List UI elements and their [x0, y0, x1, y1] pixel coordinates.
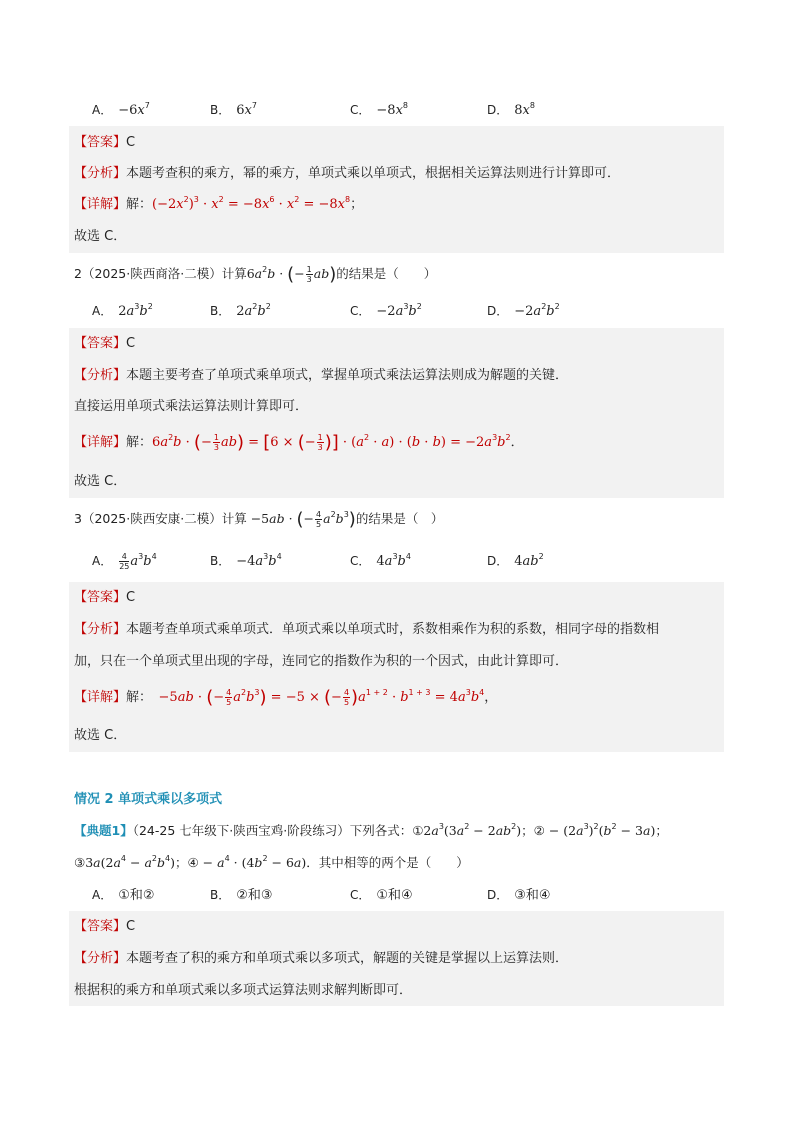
q2-detail-formula: $6a^2b$ · (− $\frac{1}{3}$ ab) = [6 × (− $\frac{1}{3}$ )] · $(a^2 \cdot a) \cdot (b \cdot b) = -2a^3b^2$ [152, 432, 511, 453]
section-heading: 情况 2 单项式乘以多项式 [74, 792, 223, 807]
q1-solution-box [69, 126, 724, 253]
q4-answer: 【答案】C [74, 919, 136, 934]
q4-stem-line2: $③3a(2a^4 - a^2b^4)$；④ − $a^4 \cdot (4b^2 - 6a)$．其中相等的两个是（ ） [74, 854, 469, 870]
q4-analysis-2: 根据积的乘方和单项式乘以多项式运算法则求解判断即可． [74, 983, 413, 998]
q2-conclusion: 故选 C． [74, 474, 127, 489]
q3-stem: 3（2025·陕西安康·二模）计算 −5ab · (− $\frac{4}{5}$ $a^2b^3$)的结果是（ ） [74, 509, 444, 530]
q2-detail: 【详解】解：$6a^2b$ · (− $\frac{1}{3}$ ab) = [6 × (− $\frac{1}{3}$ )] · $(a^2 \cdot a) \cdot (b \cdot b) = -2a^3b^2$． [74, 432, 524, 453]
q4-option-b: B． ②和③ [210, 888, 273, 903]
q3-detail-formula: −5ab · (− $\frac{4}{5}$ $a^2b^3) = -5$ × (− $\frac{4}{5}$ )$a^{1 + 2} \cdot b^{1 + 3} = 4a^3b^4$ [145, 687, 485, 708]
q3-option-b: B． $-4a^3b^4$ [210, 552, 282, 569]
q4-option-d: D． ③和④ [487, 888, 551, 903]
q1-option-b: B． $6x^7$ [210, 101, 257, 118]
q1-detail-formula: $(-2x^2)^3 \cdot x^2 = -8x^6 \cdot x^2 = -8x^8$ [152, 195, 351, 212]
q3-option-a: A． $\frac{4}{25}$ $a^3b^4$ [92, 552, 157, 571]
q3-analysis: 【分析】本题考查单项式乘单项式．单项式乘以单项式时，系数相乘作为积的系数，相同字母的指数相 [74, 622, 660, 637]
q2-analysis-2: 直接运用单项式乘法运算法则计算即可． [74, 399, 309, 414]
q1-option-c: C． $-8x^8$ [350, 101, 408, 118]
q4-option-a: A． ①和② [92, 888, 155, 903]
q1-conclusion: 故选 C． [74, 229, 127, 244]
q3-analysis-2: 加，只在一个单项式里出现的字母，连同它的指数作为积的一个因式，由此计算即可． [74, 654, 569, 669]
q1-answer: 【答案】C [74, 135, 136, 150]
q3-answer: 【答案】C [74, 590, 136, 605]
q2-analysis: 【分析】本题主要考查了单项式乘单项式，掌握单项式乘法运算法则成为解题的关键． [74, 368, 569, 383]
q2-option-c: C． $-2a^3b^2$ [350, 302, 422, 319]
q1-option-d: D． $8x^8$ [487, 101, 535, 118]
q4-tag: 【典题1】 [74, 823, 133, 838]
q4-stem-line1: 【典题1】（24-25 七年级下·陕西宝鸡·阶段练习）下列各式：$①2a^3(3a^2 - 2ab^2)$；② − $(2a^3)^2(b^2 - 3a)$； [74, 822, 668, 838]
q2-answer: 【答案】C [74, 336, 136, 351]
q2-option-a: A． $2a^3b^2$ [92, 302, 153, 319]
q4-option-c: C． ①和④ [350, 888, 413, 903]
q3-conclusion: 故选 C． [74, 728, 127, 743]
q2-option-d: D． $-2a^2b^2$ [487, 302, 560, 319]
q3-option-c: C． $4a^3b^4$ [350, 552, 411, 569]
q4-analysis: 【分析】本题考查了积的乘方和单项式乘以多项式，解题的关键是掌握以上运算法则． [74, 951, 569, 966]
q2-stem: 2（2025·陕西商洛·二模）计算$6a^2b$ · (− $\frac{1}{3}$ ab)的结果是（ ） [74, 264, 437, 285]
q1-detail: 【详解】解：$(-2x^2)^3 \cdot x^2 = -8x^6 \cdot x^2 = -8x^8$； [74, 195, 364, 212]
q1-analysis: 【分析】本题考查积的乘方，幂的乘方，单项式乘以单项式，根据相关运算法则进行计算即可． [74, 166, 621, 181]
q3-detail: 【详解】解： −5ab · (− $\frac{4}{5}$ $a^2b^3) = -5$ × (− $\frac{4}{5}$ )$a^{1 + 2} \cdot b^{1 + 3} = 4a^3b^4$， [74, 687, 498, 708]
q3-option-d: D． $4ab^2$ [487, 552, 544, 569]
q1-option-a: A． $-6x^7$ [92, 101, 150, 118]
q2-option-b: B． $2a^2b^2$ [210, 302, 271, 319]
